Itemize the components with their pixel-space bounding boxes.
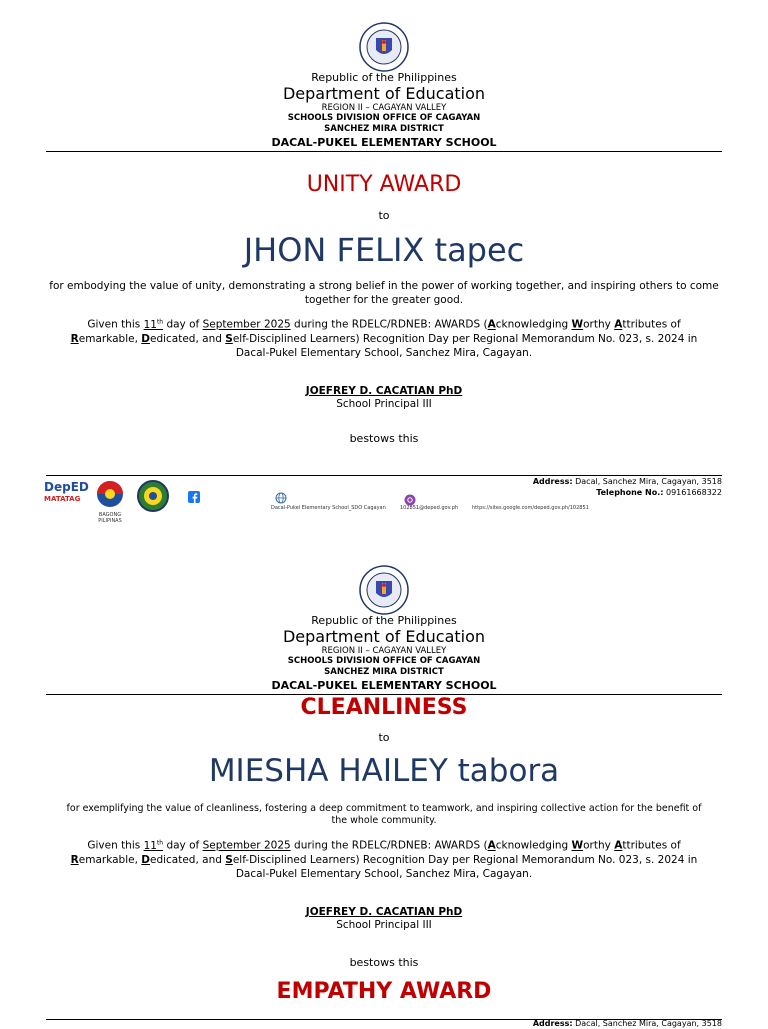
to-label: to	[378, 731, 390, 744]
sdo-line: SCHOOLS DIVISION OFFICE OF CAGAYAN	[287, 113, 481, 123]
given-paragraph: Given this 11th day of September 2025 during the RDELC/RDNEB: AWARDS (Acknowledging Worthy Attributes of Remarkable, Dedicated, and Self-Disciplined Learners) Recognition Day per Regional Memorandum No. 023, s. 2024 in Dacal-Pukel Elementary School, Sanchez Mira, Cagayan.	[70, 839, 698, 880]
signer-title: School Principal III	[336, 919, 432, 931]
email-text[interactable]: 102851@deped.gov.ph	[400, 505, 459, 511]
bestows-text: bestows this	[349, 432, 419, 445]
signer-title: School Principal III	[336, 398, 432, 410]
facebook-page-text[interactable]: Dacal-Pukel Elementary School_SDO Cagayan	[271, 505, 386, 511]
district-line: SANCHEZ MIRA DISTRICT	[324, 124, 444, 134]
district-line: SANCHEZ MIRA DISTRICT	[324, 667, 444, 677]
address-block: Address: Dacal, Sanchez Mira, Cagayan, 3518	[532, 1019, 722, 1028]
award-title: UNITY AWARD	[306, 172, 462, 197]
to-label: to	[378, 209, 390, 222]
deped-matatag-logo: DepED MATATAG	[44, 480, 89, 503]
signer-name: JOEFREY D. CACATIAN PhD	[305, 385, 463, 397]
citation-text: for embodying the value of unity, demonstrating a strong belief in the power of working together, and inspiring others to come together for the greater good.	[49, 280, 719, 306]
sdo-line: SCHOOLS DIVISION OFFICE OF CAGAYAN	[287, 656, 481, 666]
header-rule	[46, 151, 722, 152]
citation-text: for exemplifying the value of cleanliness, fostering a deep commitment to teamwork, and inspiring collective action for the benefit of the whole community.	[66, 803, 702, 826]
recipient-name: MIESHA HAILEY tabora	[208, 753, 560, 789]
recipient-name: JHON FELIX tapec	[243, 231, 525, 269]
region-line: REGION II – CAGAYAN VALLEY	[321, 646, 447, 656]
award-title: CLEANLINESS	[300, 695, 468, 720]
given-paragraph: Given this 11th day of September 2025 during the RDELC/RDNEB: AWARDS (Acknowledging Worthy Attributes of Remarkable, Dedicated, and Self-Disciplined Learners) Recognition Day per Regional Memorandum No. 023, s. 2024 in Dacal-Pukel Elementary School, Sanchez Mira, Cagayan.	[70, 318, 698, 359]
website-text[interactable]: https://sites.google.com/deped.gov.ph/102851	[472, 505, 589, 511]
bagong-pilipinas-logo: BAGONG PILIPINAS	[93, 480, 127, 516]
signer-name: JOEFREY D. CACATIAN PhD	[305, 906, 463, 918]
award-title: EMPATHY AWARD	[276, 979, 492, 1004]
bagong-pilipinas-emblem-icon	[93, 480, 127, 508]
deped-seal-icon	[359, 22, 409, 72]
deped-seal-icon	[359, 565, 409, 615]
globe-icon	[275, 492, 287, 504]
department-title: Department of Education	[282, 84, 486, 103]
address-block: Address: Dacal, Sanchez Mira, Cagayan, 3518 Telephone No.: 09161668322	[532, 477, 722, 497]
region-line: REGION II – CAGAYAN VALLEY	[321, 103, 447, 113]
republic-line: Republic of the Philippines	[311, 614, 457, 627]
department-title: Department of Education	[282, 627, 486, 646]
school-name: DACAL-PUKEL ELEMENTARY SCHOOL	[271, 679, 497, 692]
republic-line: Republic of the Philippines	[311, 71, 457, 84]
facebook-icon[interactable]	[188, 491, 200, 503]
school-logo-icon	[134, 480, 172, 512]
bestows-text: bestows this	[349, 956, 419, 969]
school-name: DACAL-PUKEL ELEMENTARY SCHOOL	[271, 136, 497, 149]
